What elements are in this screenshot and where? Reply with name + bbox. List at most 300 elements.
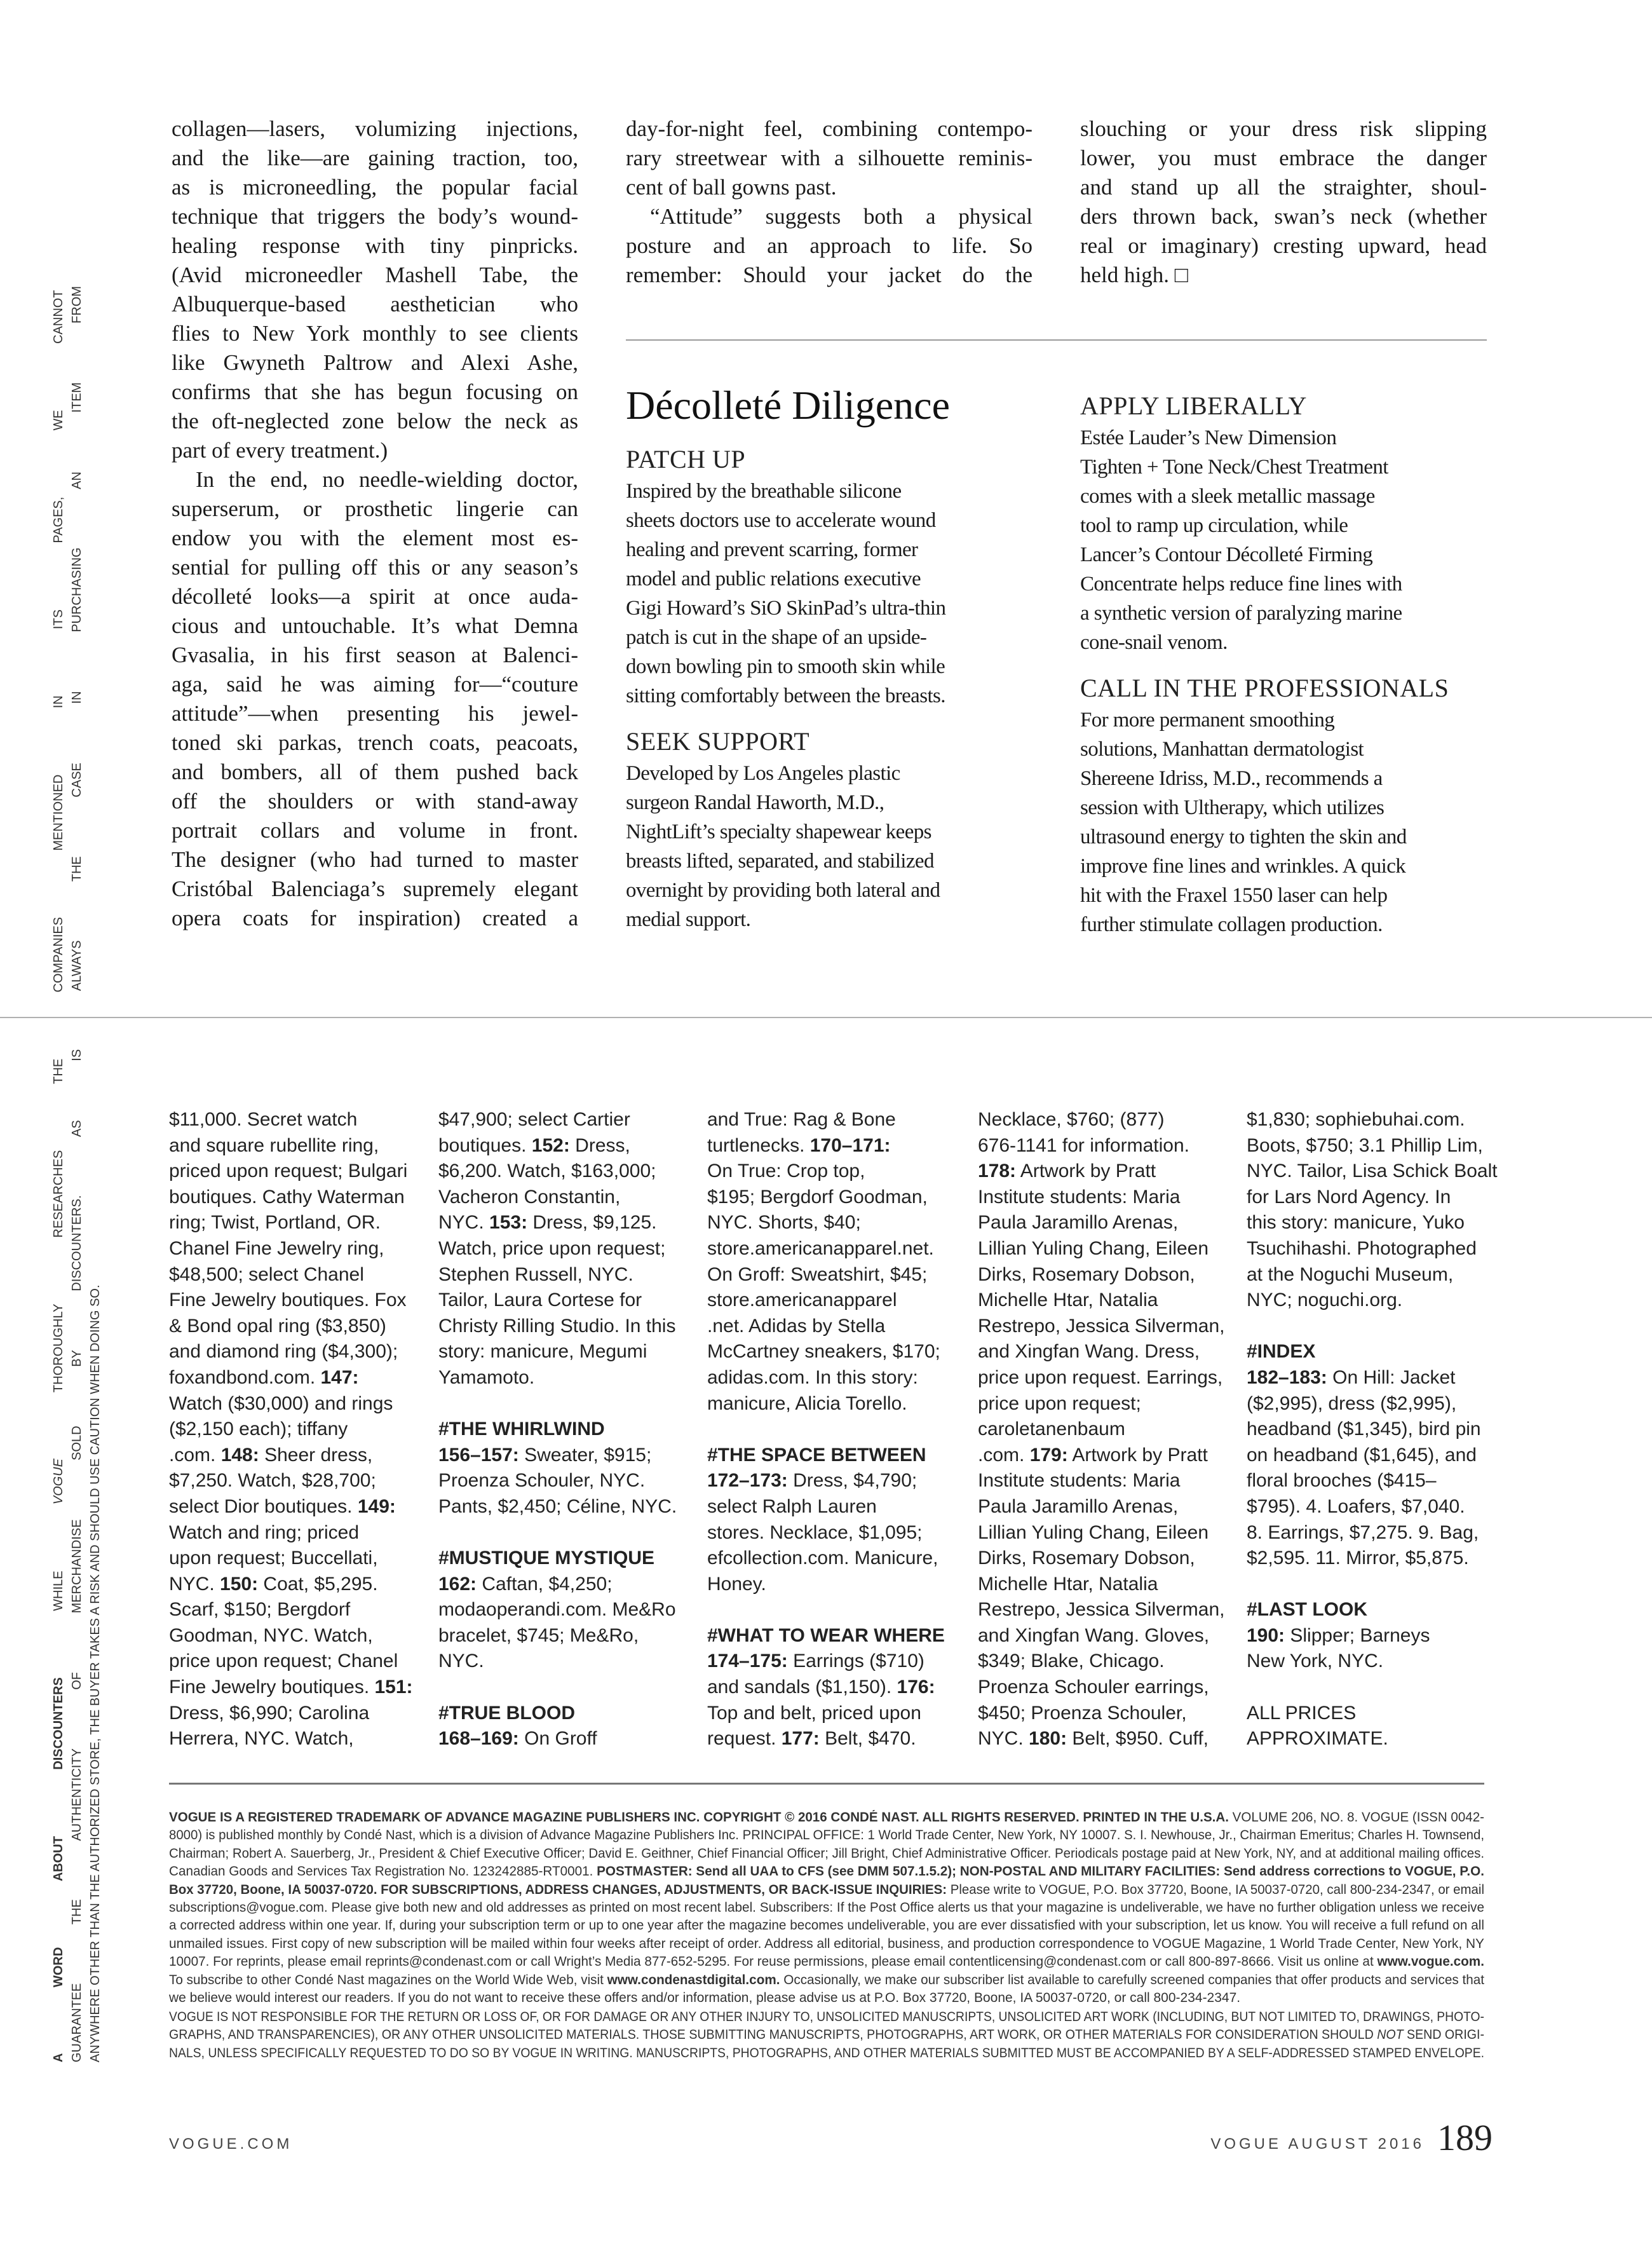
credits-line-text: headband ($1,345), bird pin — [1247, 1419, 1481, 1440]
article-line-text: Cristóbal Balenciaga’s supremely elegant — [172, 876, 578, 901]
article-line-text: off the shoulders or with stand-away — [172, 789, 578, 813]
credits-line-text: McCartney sneakers, $170; — [707, 1341, 940, 1363]
credits-line — [1247, 1623, 1498, 1649]
credits-line — [1247, 1443, 1498, 1469]
page-ref: 150: — [220, 1573, 259, 1595]
credits-line-text: ($2,995), dress ($2,995), — [1247, 1392, 1457, 1414]
sidebar-line — [1080, 764, 1487, 793]
page-ref: 182–183: — [1247, 1366, 1327, 1388]
credits-line-text: Watch ($30,000) and rings — [169, 1392, 393, 1414]
credits-line — [1247, 1107, 1498, 1133]
sidebar-line-text: hit with the Fraxel 1550 laser can help — [1080, 884, 1388, 907]
credits-line — [978, 1107, 1229, 1133]
text-segment: GUARANTEE THE AUTHENTICITY OF MERCHANDISE SOLD BY DISCOUNTERS. AS IS ALWAYS THE CASE IN PURCHASING AN ITEM FROM — [70, 286, 84, 2062]
credits-line — [978, 1597, 1229, 1623]
article-line-text: In the end, no needle-wielding doctor, — [196, 467, 578, 492]
credits-line — [707, 1391, 958, 1417]
credits-line — [169, 1339, 420, 1365]
credits-line — [978, 1494, 1229, 1520]
credits-line-text: select Ralph Lauren — [707, 1495, 877, 1517]
credits-line — [438, 1339, 689, 1365]
credits-line — [707, 1675, 958, 1701]
sidebar-line-text: overnight by providing both lateral and — [626, 879, 940, 902]
credits-line-text: at the Noguchi Museum, — [1247, 1263, 1454, 1285]
page-ref: 148: — [220, 1444, 259, 1466]
sidebar-line — [626, 759, 1032, 788]
article-line — [172, 173, 578, 202]
credits-line — [707, 1159, 958, 1185]
credits-line-text: $48,500; select Chanel — [169, 1263, 364, 1285]
credits-line-text: Chanel Fine Jewelry ring, — [169, 1237, 384, 1259]
article-line-text: The designer (who had turned to master — [172, 847, 578, 872]
legal-line-text — [169, 1809, 1484, 1827]
credits-line — [438, 1365, 689, 1391]
credits-line — [169, 1288, 420, 1314]
credits-line-text: Watch, price upon request; — [438, 1237, 666, 1259]
credits-line-text: NYC. Shorts, $40; — [707, 1212, 861, 1234]
page-ref: 168–169: — [438, 1728, 519, 1750]
credits-column-3 — [707, 1107, 958, 1752]
sidebar-paragraph — [626, 477, 1032, 711]
credits-line-text: Top and belt, priced upon — [707, 1702, 921, 1724]
credits-line-text: Stephen Russell, NYC. — [438, 1263, 633, 1285]
article-line — [172, 261, 578, 290]
discounters-note — [50, 286, 107, 2062]
sidebar-paragraph — [1080, 423, 1487, 657]
article-line-text: aga, said he was aiming for—“couture — [172, 672, 578, 697]
credits-heading — [438, 1701, 689, 1727]
credits-line-text: New York, NYC. — [1247, 1650, 1384, 1672]
page-ref: 180: — [1029, 1728, 1067, 1750]
article-line — [626, 114, 1032, 144]
article-line — [172, 114, 578, 144]
legal-line — [169, 1935, 1484, 1953]
footer-site: VOGUE.COM — [169, 2135, 293, 2153]
sidebar-line — [626, 506, 1032, 535]
article-line — [1080, 231, 1487, 261]
sidebar-line — [626, 535, 1032, 564]
text-segment: subscriptions@vogue.com. Please give both new and old addresses as printed on most recent label. Subscribers: If the Post Office alerts us that your magazine is undeliverable, we have no further obligation unless we receive — [169, 1900, 1484, 1916]
sidebar-line — [1080, 852, 1487, 881]
legal-line — [169, 1899, 1484, 1917]
credits-column-5 — [1247, 1107, 1498, 1752]
credits-line — [1247, 1262, 1498, 1288]
legal-disclaimer — [169, 2008, 1484, 2062]
sidebar-line-text: Gigi Howard’s SiO SkinPad’s ultra-thin — [626, 597, 946, 620]
credits-line — [707, 1133, 958, 1159]
sidebar-line — [1080, 482, 1487, 511]
credits-line — [169, 1675, 420, 1701]
legal-line — [169, 1971, 1484, 1989]
article-column-3 — [1080, 114, 1487, 290]
article-line — [172, 758, 578, 787]
credits-line — [707, 1726, 958, 1752]
credits-line — [169, 1520, 420, 1546]
credits-line-text: select Dior boutiques. 149: — [169, 1495, 396, 1517]
article-line-text: held high. □ — [1080, 262, 1188, 287]
article-line-text: technique that triggers the body’s wound- — [172, 204, 578, 229]
credits-line — [1247, 1133, 1498, 1159]
sidebar-line-text: For more permanent smoothing — [1080, 709, 1335, 732]
credits-line — [707, 1494, 958, 1520]
article-line — [172, 202, 578, 231]
credits-line — [438, 1726, 689, 1752]
sidebar-paragraph — [1080, 705, 1487, 939]
article-line — [172, 465, 578, 494]
credits-line-text: ALL PRICES — [1247, 1702, 1357, 1724]
credits-line — [707, 1236, 958, 1262]
sidebar-line-text: tool to ramp up circulation, while — [1080, 514, 1348, 537]
credits-spacer — [1247, 1675, 1498, 1701]
legal-line — [169, 1917, 1484, 1935]
credits-line-text: Restrepo, Jessica Silverman, — [978, 1315, 1225, 1337]
credits-line-text: story: manicure, Megumi — [438, 1341, 647, 1363]
credits-line-text: priced upon request; Bulgari — [169, 1160, 408, 1182]
sidebar-line-text: surgeon Randal Haworth, M.D., — [626, 791, 884, 814]
sidebar-line-text: medial support. — [626, 908, 751, 931]
credits-line — [978, 1443, 1229, 1469]
legal-line — [169, 1863, 1484, 1881]
credits-heading — [707, 1623, 958, 1649]
credits-line — [1247, 1546, 1498, 1572]
text-segment: Occasionally, we make our subscriber list available to carefully screened companies that offer products and services that — [780, 1972, 1484, 1987]
sidebar-subheading: APPLY LIBERALLY — [1080, 391, 1307, 420]
credits-line — [978, 1572, 1229, 1598]
credits-line-text: Proenza Schouler, NYC. — [438, 1470, 646, 1492]
credits-heading — [707, 1443, 958, 1469]
credits-line — [438, 1468, 689, 1494]
credits-line — [438, 1314, 689, 1340]
article-line — [172, 144, 578, 173]
credits-line — [169, 1726, 420, 1752]
bold-text: www.vogue.com. — [1377, 1954, 1484, 1970]
credits-line — [1247, 1520, 1498, 1546]
sidebar-line — [1080, 705, 1487, 735]
credits-line-text: boutiques. 152: Dress, — [438, 1134, 630, 1156]
credits-line-text: $1,830; sophiebuhai.com. — [1247, 1109, 1465, 1130]
credits-line — [978, 1314, 1229, 1340]
credits-line-text: $2,595. 11. Mirror, $5,875. — [1247, 1548, 1469, 1569]
credits-line-text: Tailor, Laura Cortese for — [438, 1290, 642, 1311]
sidebar-line — [1080, 453, 1487, 482]
article-line — [1080, 144, 1487, 173]
text-segment: GRAPHS, AND TRANSPARENCIES), OR ANY OTHER UNSOLICITED MATERIALS. THOSE SUBMITTING MANUSCRIPTS, PHOTOGRAPHS, ART WORK, OR OTHER MATERIALS FOR CONSIDERATION SHOULD — [169, 2027, 1378, 2043]
credits-line-text: store.americanapparel — [707, 1290, 897, 1311]
article-line-text: ders thrown back, swan’s neck (whether — [1080, 204, 1487, 229]
credits-line-text: Vacheron Constantin, — [438, 1186, 621, 1208]
legal-line-text — [169, 1953, 1484, 1971]
article-line — [172, 845, 578, 875]
article-line — [1080, 114, 1487, 144]
sidebar-line-text: further stimulate collagen production. — [1080, 913, 1383, 936]
sidebar-line-text: sitting comfortably between the breasts. — [626, 684, 945, 707]
article-line-text: opera coats for inspiration) created a — [172, 906, 578, 930]
article-line-text: cent of ball gowns past. — [626, 175, 837, 200]
credits-heading-text: #TRUE BLOOD — [438, 1702, 576, 1724]
credits-line-text: and Xingfan Wang. Dress, — [978, 1341, 1200, 1363]
credits-line-text: Yamamoto. — [438, 1366, 535, 1388]
article-line-text: part of every treatment.) — [172, 438, 388, 463]
credits-line-text: NYC. 180: Belt, $950. Cuff, — [978, 1728, 1209, 1750]
sidebar-line-text: Developed by Los Angeles plastic — [626, 762, 900, 785]
credits-line-text: 190: Slipper; Barneys — [1247, 1624, 1430, 1646]
article-line-text: lower, you must embrace the danger — [1080, 146, 1487, 170]
credits-line — [438, 1159, 689, 1185]
text-segment: NOT — [1377, 2027, 1404, 2043]
legal-line-text — [169, 1881, 1484, 1899]
credits-line — [707, 1314, 958, 1340]
credits-line-text: and True: Rag & Bone — [707, 1109, 896, 1130]
text-segment: WHILE — [51, 1504, 65, 1678]
article-line — [172, 670, 578, 699]
sidebar-line — [1080, 423, 1487, 453]
credits-line — [1247, 1210, 1498, 1236]
credits-line — [169, 1365, 420, 1391]
legal-masthead — [169, 1809, 1484, 2007]
credits-line-text: ($2,150 each); tiffany — [169, 1419, 348, 1440]
credits-line — [438, 1443, 689, 1469]
credits-line — [169, 1572, 420, 1598]
credits-line — [169, 1623, 420, 1649]
credits-line-text: 182–183: On Hill: Jacket — [1247, 1366, 1456, 1388]
credits-line-text: bracelet, $745; Me&Ro, — [438, 1624, 639, 1646]
page-ref: 170–171: — [809, 1134, 891, 1156]
credits-column-1 — [169, 1107, 420, 1752]
credits-line-text: $795). 4. Loafers, $7,040. — [1247, 1495, 1465, 1517]
credits-line — [438, 1623, 689, 1649]
credits-line — [978, 1159, 1229, 1185]
credits-line-text: stores. Necklace, $1,095; — [707, 1521, 923, 1543]
credits-line — [1247, 1391, 1498, 1417]
credits-line-text: Necklace, $760; (877) — [978, 1109, 1165, 1130]
credits-heading — [438, 1546, 689, 1572]
credits-line-text: Goodman, NYC. Watch, — [169, 1624, 373, 1646]
credits-line — [978, 1468, 1229, 1494]
credits-spacer — [1247, 1572, 1498, 1598]
article-line-text: real or imaginary) cresting upward, head — [1080, 233, 1487, 258]
credits-line — [978, 1210, 1229, 1236]
text-segment: a corrected address within one year. If, during your subscription term or up to one year after the magazine becomes undeliverable, you are ever dissatisfied with your subscription, let us know. You will receive a full refund on all — [169, 1918, 1484, 1933]
credits-line-text: ring; Twist, Portland, OR. — [169, 1212, 381, 1234]
article-line — [172, 641, 578, 670]
credits-line — [169, 1649, 420, 1675]
legal-line — [169, 1881, 1484, 1899]
sidebar-column-right — [1080, 389, 1487, 939]
credits-line-text: Pants, $2,450; Céline, NYC. — [438, 1495, 677, 1517]
article-line — [172, 875, 578, 904]
page-ref: 147: — [320, 1366, 359, 1388]
credits-line — [707, 1701, 958, 1727]
credits-line-text: 676-1141 for information. — [978, 1134, 1189, 1156]
sidebar-line-text: ultrasound energy to tighten the skin and — [1080, 826, 1407, 848]
page-ref: 172–173: — [707, 1470, 788, 1492]
credits-heading-text: #LAST LOOK — [1247, 1599, 1368, 1621]
article-line-text: cious and untouchable. It’s what Demna — [172, 613, 578, 638]
sidebar-paragraph — [626, 759, 1032, 934]
credits-line-text: and square rubellite ring, — [169, 1134, 379, 1156]
credits-line — [978, 1726, 1229, 1752]
sidebar-line-text: cone-snail venom. — [1080, 631, 1228, 654]
credits-line — [707, 1365, 958, 1391]
credits-heading — [1247, 1339, 1498, 1365]
sidebar-subheading: PATCH UP — [626, 445, 746, 473]
sidebar-line-text: Shereene Idriss, M.D., recommends a — [1080, 767, 1383, 790]
legal-line-text — [169, 2045, 1484, 2062]
legal-line-text — [169, 1845, 1484, 1863]
legal-line-text — [169, 1899, 1484, 1917]
sidebar-line-text: Estée Lauder’s New Dimension — [1080, 426, 1337, 449]
legal-line — [169, 2045, 1484, 2062]
legal-line-text — [50, 290, 68, 2062]
sidebar-line — [626, 876, 1032, 905]
text-segment: Please write to VOGUE, P.O. Box 37720, Boone, IA 50037-0720, call 800-234-2347, or email — [947, 1882, 1484, 1897]
credits-spacer — [707, 1597, 958, 1623]
credits-line-text: on headband ($1,645), and — [1247, 1444, 1477, 1466]
credits-line-text: & Bond opal ring ($3,850) — [169, 1315, 386, 1337]
credits-line — [438, 1288, 689, 1314]
credits-line — [978, 1365, 1229, 1391]
legal-line-text — [169, 1971, 1484, 1989]
legal-line — [86, 1103, 105, 2062]
legal-line — [68, 286, 86, 2062]
credits-line — [978, 1417, 1229, 1443]
article-line — [172, 407, 578, 436]
sidebar-subheading: CALL IN THE PROFESSIONALS — [1080, 674, 1449, 702]
sidebar-line — [1080, 628, 1487, 657]
sidebar-line-text: breasts lifted, separated, and stabilized — [626, 850, 934, 873]
credits-line — [978, 1236, 1229, 1262]
credits-spacer — [438, 1391, 689, 1417]
sidebar-line — [626, 623, 1032, 652]
bold-text: VOGUE IS A REGISTERED TRADEMARK OF ADVANCE MAGAZINE PUBLISHERS INC. COPYRIGHT © 2016 CONDÉ NAST. ALL RIGHTS RESERVED. PRINTED IN THE U.S.A. — [169, 1810, 1229, 1825]
legal-line — [169, 1845, 1484, 1863]
text-segment: SEND ORIGI- — [1403, 2027, 1484, 2043]
credits-line-text: Institute students: Maria — [978, 1470, 1181, 1492]
page-ref: 162: — [438, 1573, 477, 1595]
credits-line — [1247, 1649, 1498, 1675]
credits-line — [438, 1597, 689, 1623]
credits-column-2 — [438, 1107, 689, 1752]
credits-line-text: .com. 148: Sheer dress, — [169, 1444, 373, 1466]
sidebar-line-text: healing and prevent scarring, former — [626, 538, 918, 561]
bold-text: Box 37720, Boone, IA 50037-0720. FOR SUBSCRIPTIONS, ADDRESS CHANGES, ADJUSTMENTS, OR BACK-ISSUE INQUIRIES: — [169, 1882, 947, 1897]
sidebar-line — [1080, 599, 1487, 628]
sidebar-line — [626, 681, 1032, 711]
article-line-text: superserum, or prosthetic lingerie can — [172, 496, 578, 521]
article-line — [172, 582, 578, 611]
text-segment: ANYWHERE OTHER THAN THE AUTHORIZED STORE, THE BUYER TAKES A RISK AND SHOULD USE CAUTION WHEN DOING SO. — [88, 1284, 102, 2062]
credits-line-text: floral brooches ($415– — [1247, 1470, 1437, 1492]
legal-line-text — [169, 1827, 1484, 1844]
article-line — [1080, 202, 1487, 231]
bold-text: A WORD ABOUT DISCOUNTERS — [51, 1677, 65, 2062]
credits-line-text: .net. Adidas by Stella — [707, 1315, 886, 1337]
credits-line — [169, 1133, 420, 1159]
text-segment: VOLUME 206, NO. 8. VOGUE (ISSN 0042- — [1228, 1810, 1484, 1825]
sidebar-line-text: Lancer’s Contour Décolleté Firming — [1080, 543, 1373, 566]
sidebar-line-text: NightLift’s specialty shapewear keeps — [626, 820, 931, 843]
sidebar-line — [626, 905, 1032, 934]
credits-line — [169, 1391, 420, 1417]
credits-line-text: Fine Jewelry boutiques. 151: — [169, 1677, 413, 1698]
credits-spacer — [438, 1675, 689, 1701]
legal-line — [169, 1827, 1484, 1844]
credits-line-text: Scarf, $150; Bergdorf — [169, 1599, 351, 1621]
credits-line-text: $195; Bergdorf Goodman, — [707, 1186, 928, 1208]
credits-line-text: $6,200. Watch, $163,000; — [438, 1160, 656, 1182]
credits-line-text: Institute students: Maria — [978, 1186, 1181, 1208]
credits-line-text: Watch and ring; priced — [169, 1521, 360, 1543]
credits-line-text: efcollection.com. Manicure, — [707, 1548, 938, 1569]
credits-line-text: 162: Caftan, $4,250; — [438, 1573, 613, 1595]
page-ref: 174–175: — [707, 1650, 788, 1672]
legal-line-text — [68, 286, 86, 2062]
credits-line-text: and diamond ring ($4,300); — [169, 1341, 398, 1363]
sidebar-line-text: model and public relations executive — [626, 568, 921, 590]
article-line-text: collagen—lasers, volumizing injections, — [172, 116, 578, 141]
legal-line — [169, 1809, 1484, 1827]
credits-line — [169, 1443, 420, 1469]
legal-line-text — [169, 1989, 1240, 2007]
sidebar-line-text: solutions, Manhattan dermatologist — [1080, 738, 1364, 761]
credits-line-text: store.americanapparel.net. — [707, 1237, 934, 1259]
page-ref: 152: — [531, 1134, 570, 1156]
page-ref: 179: — [1029, 1444, 1068, 1466]
credits-line-text: Honey. — [707, 1573, 766, 1595]
article-line — [626, 231, 1032, 261]
article-line-text: Gvasalia, in his first season at Balenci- — [172, 643, 578, 667]
credits-line-text: caroletanenbaum — [978, 1419, 1125, 1440]
credits-line — [1247, 1417, 1498, 1443]
credits-line-text: for Lars Nord Agency. In — [1247, 1186, 1451, 1208]
sidebar-line-text: improve fine lines and wrinkles. A quick — [1080, 855, 1406, 878]
credits-line — [438, 1107, 689, 1133]
credits-line — [978, 1339, 1229, 1365]
credits-line — [1247, 1365, 1498, 1391]
credits-spacer — [707, 1417, 958, 1443]
credits-line-text: NYC. 153: Dress, $9,125. — [438, 1212, 657, 1234]
article-line-text: healing response with tiny pinpricks. — [172, 233, 578, 258]
credits-line — [169, 1701, 420, 1727]
sidebar-line — [1080, 540, 1487, 569]
sidebar-line — [1080, 910, 1487, 939]
credits-line — [169, 1468, 420, 1494]
sidebar-line-text: patch is cut in the shape of an upside- — [626, 626, 927, 649]
legal-line — [169, 2026, 1484, 2044]
sidebar-line — [1080, 822, 1487, 852]
article-line — [626, 173, 1032, 202]
credits-line-text: Lillian Yuling Chang, Eileen — [978, 1237, 1209, 1259]
sidebar-line-text: sheets doctors use to accelerate wound — [626, 509, 936, 532]
legal-line-text — [169, 2008, 1484, 2026]
article-line-text: as is microneedling, the popular facial — [172, 175, 578, 200]
credits-line-text: manicure, Alicia Torello. — [707, 1392, 907, 1414]
credits-line-text: Proenza Schouler earrings, — [978, 1677, 1209, 1698]
credits-line — [978, 1675, 1229, 1701]
credits-line — [169, 1210, 420, 1236]
credits-line — [978, 1133, 1229, 1159]
text-segment: THOROUGHLY RESEARCHES THE COMPANIES MENTIONED IN ITS PAGES, WE CANNOT — [51, 290, 65, 1459]
credits-line — [1247, 1185, 1498, 1211]
credits-line-text: Dress, $6,990; Carolina — [169, 1702, 370, 1724]
credits-line — [707, 1468, 958, 1494]
credits-line-text: $47,900; select Cartier — [438, 1109, 630, 1130]
article-line-text: and bombers, all of them pushed back — [172, 759, 578, 784]
page-ref: 190: — [1247, 1624, 1285, 1646]
credits-line — [978, 1623, 1229, 1649]
credits-line — [438, 1494, 689, 1520]
credits-line — [707, 1649, 958, 1675]
